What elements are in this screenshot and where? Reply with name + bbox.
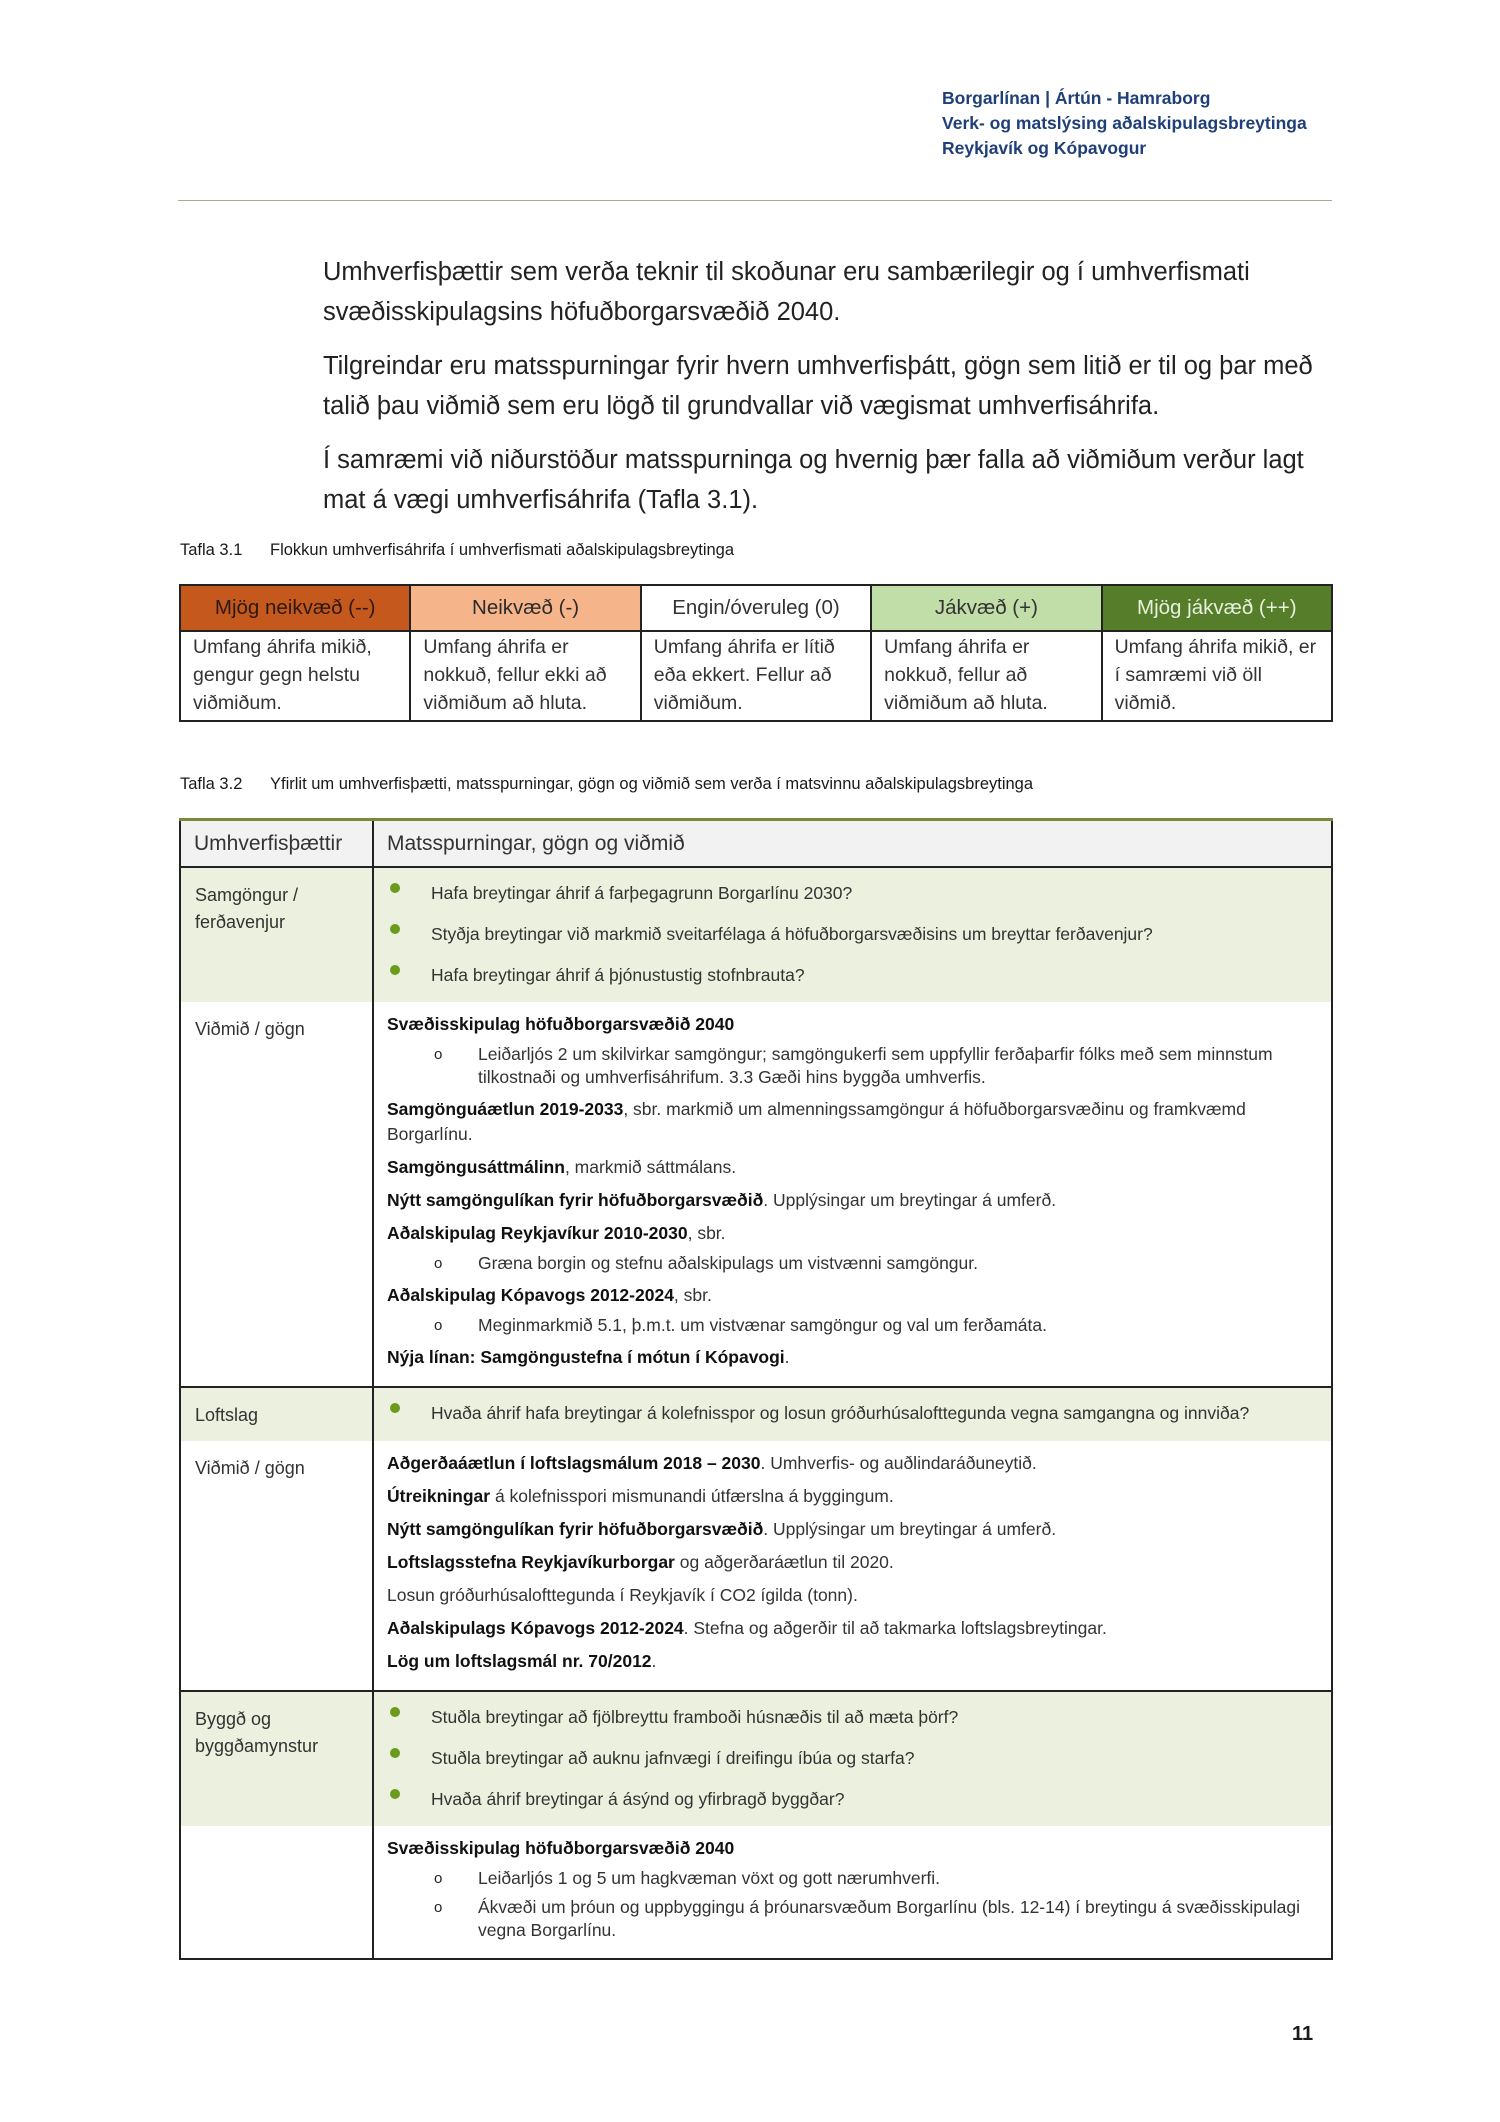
criteria-item: [387, 1649, 1319, 1674]
criteria-title: Svæðisskipulag höfuðborgarsvæðið 2040: [387, 1014, 735, 1034]
running-header: [942, 86, 1422, 161]
criteria-subitem: [387, 1043, 1319, 1089]
criteria-item: [387, 1283, 1319, 1308]
criteria-detail: Losun gróðurhúsalofttegunda í Reykjavík í CO2 ígilda (tonn).: [387, 1585, 858, 1605]
topic-label: Byggð og byggðamynstur: [180, 1691, 373, 1826]
criteria-item: [387, 1517, 1319, 1542]
criteria-label: Viðmið / gögn: [180, 1002, 373, 1387]
criteria-detail: , markmið sáttmálans.: [564, 1157, 737, 1177]
bullet-icon: [390, 1789, 400, 1799]
bullet-icon: [390, 883, 400, 893]
criteria-title: Loftslagsstefna Reykjavíkurborgar: [387, 1552, 675, 1572]
criteria-title: Aðalskipulags Kópavogs 2012-2024: [387, 1618, 684, 1638]
question-item: [387, 1400, 1321, 1426]
criteria-item: [387, 1345, 1319, 1370]
impact-header-4: Jákvæð (+): [871, 585, 1101, 631]
caption-number: Tafla 3.1: [180, 541, 243, 559]
criteria-list: [374, 1002, 1331, 1386]
criteria-detail: , sbr. markmið um almenningssamgöngur á höfuðborgarsvæðinu og framkvæmd Borgarlínu.: [387, 1099, 1246, 1144]
bullet-icon: [390, 1748, 400, 1758]
question-text: Stuðla breytingar að auknu jafnvægi í dreifingu íbúa og starfa?: [431, 1748, 915, 1768]
table-3-1-caption: [180, 541, 734, 560]
criteria-detail: . Upplýsingar um breytingar á umferð.: [763, 1190, 1057, 1210]
impact-description-3: Umfang áhrifa er lítið eða ekkert. Fellur að viðmiðum.: [641, 631, 871, 721]
criteria-title: Samgönguáætlun 2019-2033: [387, 1099, 624, 1119]
intro-text: [323, 252, 1343, 534]
table-3-2-caption: [180, 775, 1033, 794]
subitem-text: Græna borgin og stefnu aðalskipulags um vistvænni samgöngur.: [478, 1253, 978, 1273]
topic-label: Samgöngur / ferðavenjur: [180, 867, 373, 1002]
circle-bullet-icon: o: [434, 1870, 443, 1887]
question-text: Hvaða áhrif hafa breytingar á kolefnisspor og losun gróðurhúsalofttegunda vegna samgangna og innviða?: [431, 1403, 1250, 1423]
page-number: 11: [1292, 2023, 1314, 2045]
subitem-text: Leiðarljós 1 og 5 um hagkvæman vöxt og gott nærumhverfi.: [478, 1868, 941, 1888]
header-line-3: Reykjavík og Kópavogur: [942, 138, 1147, 158]
criteria-item: [387, 1097, 1319, 1147]
circle-bullet-icon: o: [434, 1317, 443, 1334]
criteria-title: Nýtt samgöngulíkan fyrir höfuðborgarsvæðið: [387, 1519, 764, 1539]
caption-text: Yfirlit um umhverfisþætti, matsspurningar, gögn og viðmið sem verða í matsvinnu aðalskipulagsbreytinga: [270, 775, 1034, 793]
question-item: [387, 962, 1321, 988]
criteria-subitem: [387, 1314, 1319, 1337]
impact-header-1: Mjög neikvæð (--): [180, 585, 410, 631]
criteria-title: Nýtt samgöngulíkan fyrir höfuðborgarsvæðið: [387, 1190, 764, 1210]
impact-description-5: Umfang áhrifa mikið, er í samræmi við öll viðmið.: [1102, 631, 1332, 721]
question-list: [374, 1692, 1331, 1826]
criteria-list: [374, 1441, 1331, 1690]
criteria-item: [387, 1616, 1319, 1641]
criteria-item: [387, 1583, 1319, 1608]
question-item: [387, 1704, 1321, 1730]
impact-header-5: Mjög jákvæð (++): [1102, 585, 1332, 631]
caption-number: Tafla 3.2: [180, 775, 243, 793]
question-item: [387, 1745, 1321, 1771]
criteria-detail: . Upplýsingar um breytingar á umferð.: [763, 1519, 1057, 1539]
impact-header-3: Engin/óveruleg (0): [641, 585, 871, 631]
question-item: [387, 1786, 1321, 1812]
intro-paragraph-1: Umhverfisþættir sem verða teknir til skoðunar eru sambærilegir og í umhverfismati svæðisskipulagsins höfuðborgarsvæðið 2040.: [323, 258, 1250, 326]
criteria-title: Aðgerðaáætlun í loftslagsmálum 2018 – 2030: [387, 1453, 761, 1473]
subitem-text: Ákvæði um þróun og uppbyggingu á þróunarsvæðum Borgarlínu (bls. 12-14) í breytingu á svæðisskipulagi vegna Borgarlínu.: [478, 1897, 1300, 1940]
criteria-item: [387, 1451, 1319, 1476]
criteria-title: Svæðisskipulag höfuðborgarsvæðið 2040: [387, 1838, 735, 1858]
subitem-text: Leiðarljós 2 um skilvirkar samgöngur; samgöngukerfi sem uppfyllir ferðaþarfir fólks með sem minnstum tilkostnaði og umhverfisáhrifum. 3.3 Gæði hins byggða umhverfis.: [478, 1044, 1273, 1087]
column-header-questions: Matsspurningar, gögn og viðmið: [373, 820, 1332, 868]
intro-paragraph-2: Tilgreindar eru matsspurningar fyrir hvern umhverfisþátt, gögn sem litið er til og þar með talið þau viðmið sem eru lögð til grundvallar við vægismat umhverfisáhrifa.: [323, 352, 1313, 420]
criteria-detail: á kolefnisspori mismunandi útfærslna á byggingum.: [490, 1486, 894, 1506]
column-header-factors: Umhverfisþættir: [180, 820, 373, 868]
question-list: [374, 1388, 1331, 1440]
criteria-title: Nýja línan: Samgöngustefna í mótun í Kópavogi: [387, 1347, 785, 1367]
subitem-text: Meginmarkmið 5.1, þ.m.t. um vistvænar samgöngur og val um ferðamáta.: [478, 1315, 1047, 1335]
criteria-item: [387, 1012, 1319, 1037]
circle-bullet-icon: o: [434, 1255, 443, 1272]
header-line-2: Verk- og matslýsing aðalskipulagsbreytinga: [942, 113, 1307, 133]
circle-bullet-icon: o: [434, 1046, 443, 1063]
criteria-title: Aðalskipulag Reykjavíkur 2010-2030: [387, 1223, 688, 1243]
criteria-detail: , sbr.: [673, 1285, 712, 1305]
criteria-item: [387, 1836, 1319, 1861]
caption-text: Flokkun umhverfisáhrifa í umhverfismati aðalskipulagsbreytinga: [270, 541, 735, 559]
header-line-1: Borgarlínan | Ártún - Hamraborg: [942, 88, 1211, 108]
question-list: [374, 868, 1331, 1002]
impact-description-4: Umfang áhrifa er nokkuð, fellur að viðmiðum að hluta.: [871, 631, 1101, 721]
criteria-title: Samgöngusáttmálinn: [387, 1157, 565, 1177]
criteria-label: Viðmið / gögn: [180, 1441, 373, 1691]
impact-description-1: Umfang áhrifa mikið, gengur gegn helstu viðmiðum.: [180, 631, 410, 721]
criteria-item: [387, 1484, 1319, 1509]
impact-classification-table: [179, 584, 1333, 722]
bullet-icon: [390, 1403, 400, 1413]
header-divider: [178, 200, 1332, 201]
impact-description-2: Umfang áhrifa er nokkuð, fellur ekki að viðmiðum að hluta.: [410, 631, 640, 721]
circle-bullet-icon: o: [434, 1899, 443, 1916]
bullet-icon: [390, 965, 400, 975]
question-item: [387, 880, 1321, 906]
question-text: Styðja breytingar við markmið sveitarfélaga á höfuðborgarsvæðisins um breyttar ferðavenjur?: [431, 924, 1153, 944]
criteria-item: [387, 1550, 1319, 1575]
criteria-detail: .: [784, 1347, 790, 1367]
criteria-subitem: [387, 1252, 1319, 1275]
criteria-subitem: [387, 1867, 1319, 1890]
impact-header-2: Neikvæð (-): [410, 585, 640, 631]
question-item: [387, 921, 1321, 947]
criteria-label: [180, 1826, 373, 1959]
criteria-title: Útreikningar: [387, 1486, 491, 1506]
criteria-list: [374, 1826, 1331, 1958]
criteria-title: Lög um loftslagsmál nr. 70/2012: [387, 1651, 652, 1671]
criteria-item: [387, 1188, 1319, 1213]
question-text: Stuðla breytingar að fjölbreyttu framboði húsnæðis til að mæta þörf?: [431, 1707, 959, 1727]
bullet-icon: [390, 924, 400, 934]
bullet-icon: [390, 1707, 400, 1717]
criteria-detail: og aðgerðaráætlun til 2020.: [674, 1552, 894, 1572]
intro-paragraph-3: Í samræmi við niðurstöður matsspurninga og hvernig þær falla að viðmiðum verður lagt mat á vægi umhverfisáhrifa (Tafla 3.1).: [323, 446, 1304, 514]
topic-label: Loftslag: [180, 1387, 373, 1441]
question-text: Hafa breytingar áhrif á farþegagrunn Borgarlínu 2030?: [431, 883, 853, 903]
environmental-factors-table: [179, 818, 1333, 1960]
criteria-title: Aðalskipulag Kópavogs 2012-2024: [387, 1285, 674, 1305]
criteria-detail: . Umhverfis- og auðlindaráðuneytið.: [760, 1453, 1037, 1473]
criteria-item: [387, 1221, 1319, 1246]
criteria-detail: , sbr.: [687, 1223, 726, 1243]
question-text: Hvaða áhrif breytingar á ásýnd og yfirbragð byggðar?: [431, 1789, 845, 1809]
criteria-detail: .: [651, 1651, 657, 1671]
criteria-subitem: [387, 1896, 1319, 1942]
criteria-item: [387, 1155, 1319, 1180]
criteria-detail: . Stefna og aðgerðir til að takmarka loftslagsbreytingar.: [683, 1618, 1107, 1638]
question-text: Hafa breytingar áhrif á þjónustustig stofnbrauta?: [431, 965, 805, 985]
